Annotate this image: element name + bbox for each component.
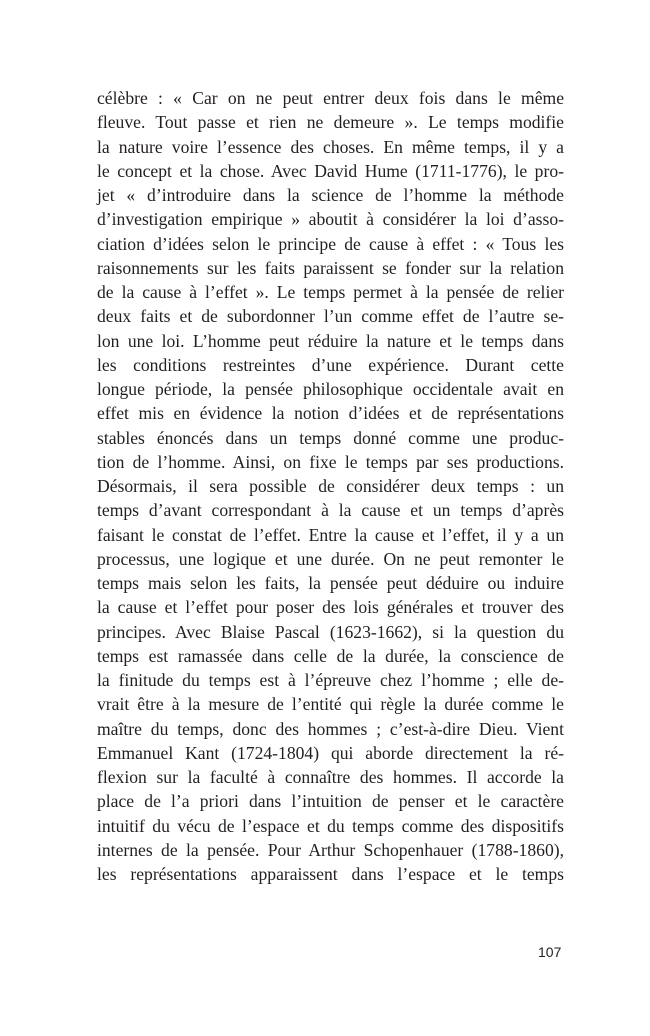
text-line: effet mis en évidence la notion d’idées et de représentations xyxy=(97,403,564,424)
text-line: internes de la pensée. Pour Arthur Schopenhauer (1788-1860), xyxy=(97,839,564,860)
text-line: les représentations apparaissent dans l’espace et le temps xyxy=(97,864,564,884)
body-text xyxy=(97,86,564,886)
text-line: les conditions restreintes d’une expérience. Durant cette xyxy=(97,354,564,375)
text-line: Désormais, il sera possible de considérer deux temps : un xyxy=(97,476,564,496)
text-line: raisonnements sur les faits paraissent se fonder sur la relation xyxy=(97,257,564,278)
text-line: processus, une logique et une durée. On ne peut remonter le xyxy=(97,548,564,569)
text-line: d’investigation empirique » aboutit à considérer la loi d’asso- xyxy=(97,209,564,230)
text-line: faisant le constat de l’effet. Entre la cause et l’effet, il y a un xyxy=(97,524,564,545)
text-line: la cause et l’effet pour poser des lois générales et trouver des xyxy=(97,597,564,618)
text-line: le concept et la chose. Avec David Hume (1711-1776), le pro- xyxy=(97,160,564,181)
text-line: ciation d’idées selon le principe de cause à effet : « Tous les xyxy=(97,233,564,254)
text-line: temps mais selon les faits, la pensée peut déduire ou induire xyxy=(97,573,564,593)
text-line: fleuve. Tout passe et rien ne demeure ». Le temps modifie xyxy=(97,112,564,133)
text-line: longue période, la pensée philosophique occidentale avait en xyxy=(97,379,564,399)
text-line: temps est ramassée dans celle de la durée, la conscience de xyxy=(97,645,564,666)
text-line: place de l’a priori dans l’intuition de penser et le caractère xyxy=(97,791,564,812)
page-number: 107 xyxy=(538,944,562,960)
text-line: intuitif du vécu de l’espace et du temps comme des dispositifs xyxy=(97,815,564,836)
text-line: célèbre : « Car on ne peut entrer deux fois dans le même xyxy=(97,88,564,108)
text-line: la finitude du temps est à l’épreuve chez l’homme ; elle de- xyxy=(97,670,564,690)
text-line: maître du temps, donc des hommes ; c’est-à-dire Dieu. Vient xyxy=(97,718,564,739)
text-line: lon une loi. L’homme peut réduire la nature et le temps dans xyxy=(97,330,564,351)
text-line: tion de l’homme. Ainsi, on fixe le temps par ses productions. xyxy=(97,451,564,472)
text-line: jet « d’introduire dans la science de l’homme la méthode xyxy=(97,185,564,205)
text-line: de la cause à l’effet ». Le temps permet à la pensée de relier xyxy=(97,282,564,302)
text-line: flexion sur la faculté à connaître des hommes. Il accorde la xyxy=(97,767,564,787)
text-line: la nature voire l’essence des choses. En même temps, il y a xyxy=(97,136,564,157)
text-line: temps d’avant correspondant à la cause et un temps d’après xyxy=(97,500,564,521)
text-line: deux faits et de subordonner l’un comme effet de l’autre se- xyxy=(97,306,564,327)
text-line: stables énoncés dans un temps donné comme une produc- xyxy=(97,427,564,448)
text-line: principes. Avec Blaise Pascal (1623-1662), si la question du xyxy=(97,621,564,642)
text-line: Emmanuel Kant (1724-1804) qui aborde directement la ré- xyxy=(97,742,564,763)
text-line: vrait être à la mesure de l’entité qui règle la durée comme le xyxy=(97,694,564,715)
